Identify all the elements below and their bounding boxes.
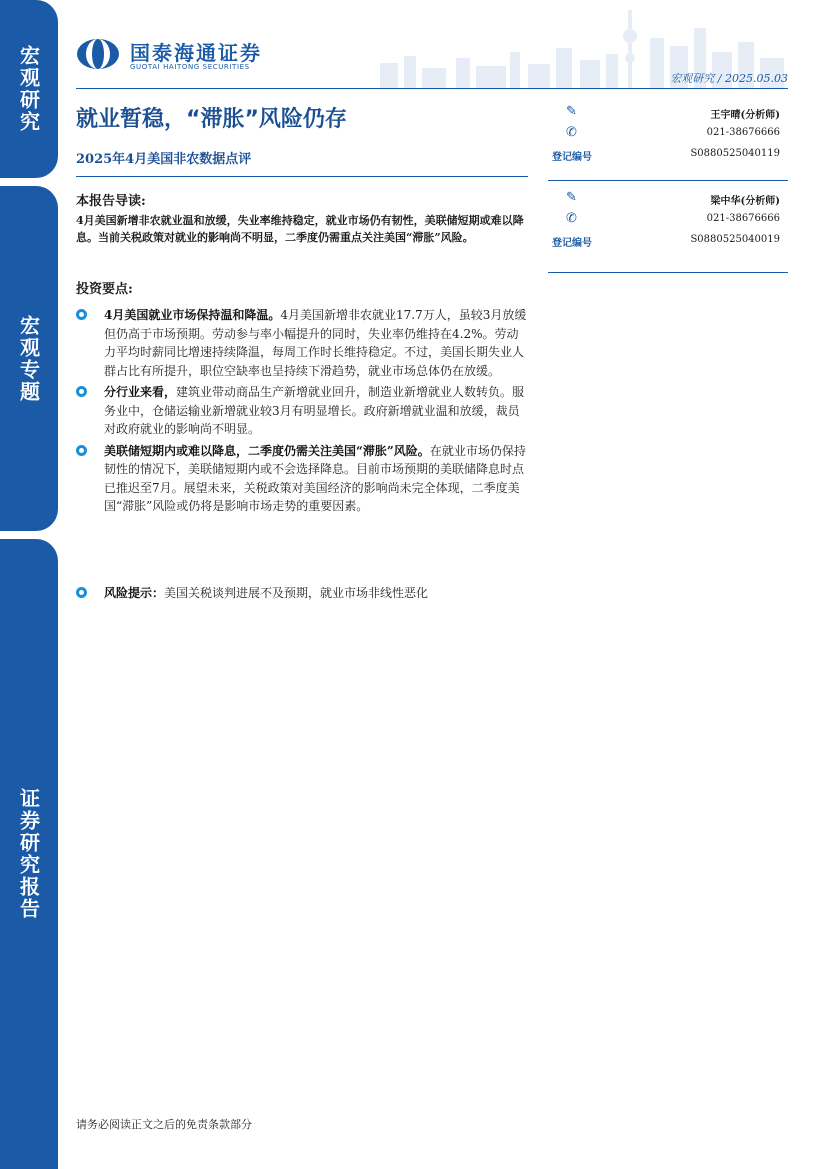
point-text: 在就业市场仍保持韧性的情况下，美联储短期内或不会选择降息。目前市场预期的美联储降息时点已推迟至7月。展望未来，关税政策对美国经济的影响尚未完全体现，二季度美国“滞胀”风险或仍将是影响市场走势的重要因素。 [104, 443, 526, 513]
sidebar-tab-macro-research [0, 0, 58, 178]
subtitle-divider [76, 176, 528, 177]
point-lead: 4月美国就业市场保持温和降温。 [104, 308, 281, 322]
list-item [76, 306, 530, 380]
company-logo-english: GUOTAI HAITONG SECURITIES [130, 63, 250, 71]
report-category-date: 宏观研究 / 2025.05.03 [670, 72, 788, 85]
sidebar-tab-label: 宏观研究 [16, 45, 41, 133]
report-subtitle: 2025年4月美国非农数据点评 [76, 152, 252, 167]
investment-points-list [76, 306, 530, 519]
analyst-phone: 021-38676666 [706, 213, 780, 224]
risk-lead: 风险提示： [104, 586, 165, 600]
pen-icon: ✎ [566, 190, 577, 205]
list-item [76, 442, 530, 516]
list-item [76, 584, 530, 603]
registration-label: 登记编号 [552, 152, 592, 163]
analyst-divider [548, 272, 788, 273]
sidebar-tab-label: 宏观专题 [16, 314, 41, 403]
guide-heading: 本报告导读: [76, 194, 146, 209]
registration-number: S0880525040019 [690, 234, 780, 245]
guide-text: 4月美国新增非农就业温和放缓，失业率维持稳定，就业市场仍有韧性，美联储短期或难以降息。当前关税政策对就业的影响尚不明显，二季度仍需重点关注美国“滞胀”风险。 [76, 214, 524, 244]
report-title: 就业暂稳，“滞胀”风险仍存 [76, 107, 347, 132]
sidebar-tab-macro-topic [0, 186, 58, 531]
phone-icon: ✆ [566, 125, 577, 140]
analyst-name: 王宇晴(分析师) [710, 110, 780, 121]
bullet-icon [76, 309, 87, 320]
disclaimer-footer: 请务必阅读正文之后的免责条款部分 [76, 1118, 252, 1131]
company-logo-text: 国泰海通证券 [130, 41, 262, 65]
investment-points-heading: 投资要点: [76, 282, 133, 297]
bullet-icon [76, 587, 87, 598]
point-text: 4月美国新增非农就业17.7万人，虽较3月放缓但仍高于市场预期。劳动参与率小幅提升的同时，失业率仍维持在4.2%。劳动力平均时薪同比增速持续降温，每周工作时长维持稳定。不过，美国长期失业人群占比有所提升，职位空缺率也呈持续下滑趋势，就业市场总体仍在放缓。 [104, 308, 527, 378]
point-lead: 分行业来看， [104, 385, 177, 399]
risk-warning [76, 584, 530, 606]
analyst-divider [548, 180, 788, 181]
risk-text: 美国关税谈判进展不及预期，就业市场非线性恶化 [164, 586, 429, 600]
analyst-card [548, 190, 788, 253]
sidebar-tab-securities-report [0, 539, 58, 1169]
point-text: 建筑业带动商品生产新增就业回升，制造业新增就业人数转负。服务业中，仓储运输业新增就业较3月有明显增长。政府新增就业温和放缓，裁员对政府就业的影响尚不明显。 [104, 385, 525, 436]
sidebar-tab-label: 证券研究报告 [16, 788, 41, 920]
analyst-phone: 021-38676666 [706, 127, 780, 138]
company-logo-icon [76, 38, 120, 70]
registration-label: 登记编号 [552, 238, 592, 249]
header-divider [76, 88, 788, 89]
bullet-icon [76, 386, 87, 397]
registration-number: S0880525040119 [690, 148, 780, 159]
analyst-name: 梁中华(分析师) [710, 196, 780, 207]
phone-icon: ✆ [566, 211, 577, 226]
point-lead: 美联储短期内或难以降息，二季度仍需关注美国“滞胀”风险。 [104, 443, 430, 458]
bullet-icon [76, 445, 87, 456]
list-item [76, 383, 530, 439]
pen-icon: ✎ [566, 104, 577, 119]
analyst-card [548, 104, 788, 167]
